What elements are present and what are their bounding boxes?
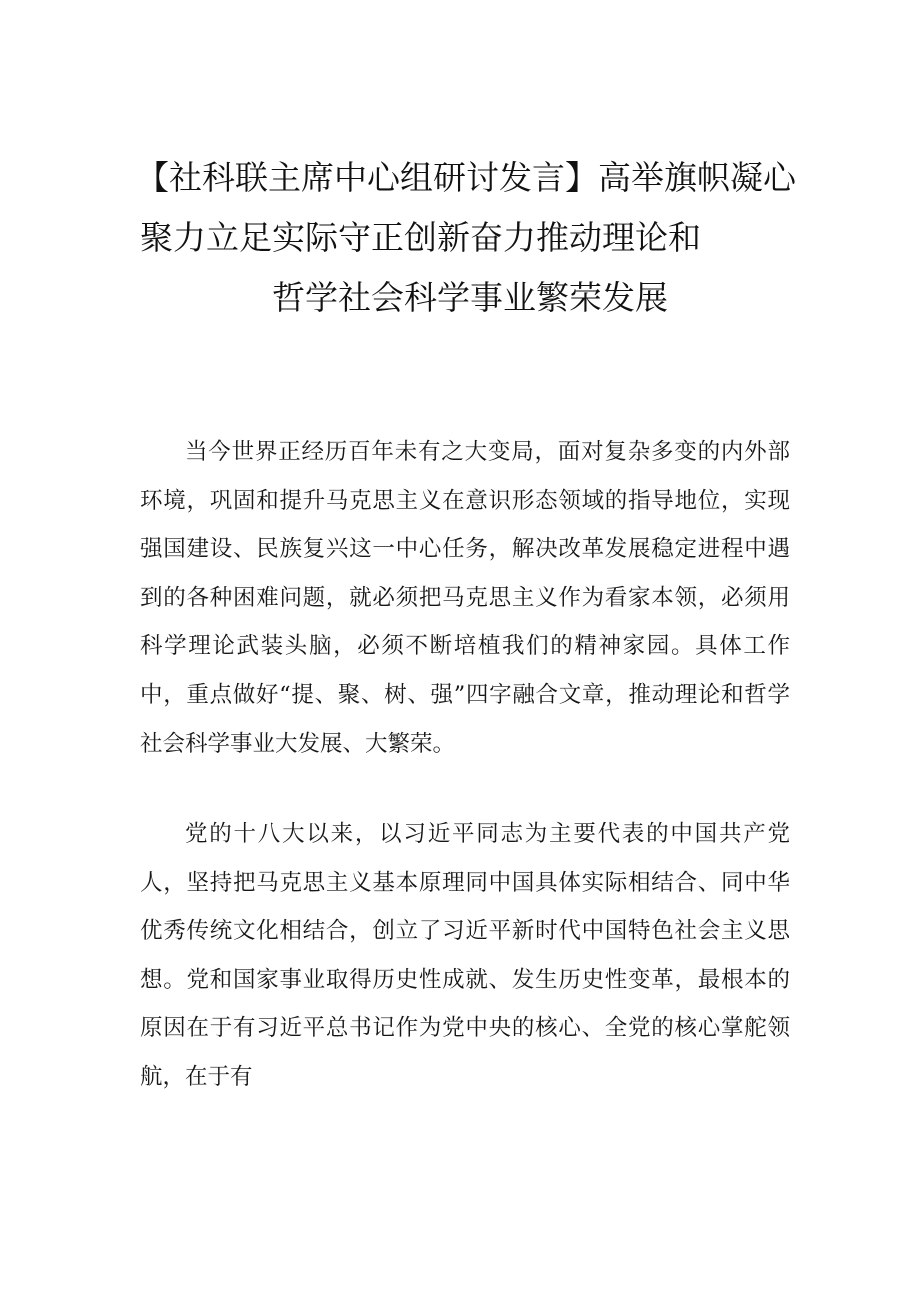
paragraph-1: 当今世界正经历百年未有之大变局，面对复杂多变的内外部环境，巩固和提升马克思主义在意识形态领域的指导地位，实现强国建设、民族复兴这一中心任务，解决改革发展稳定进程中遇到的各种困难问题，就必须把马克思主义作为看家本领，必须用科学理论武装头脑，必须不断培植我们的精神家园。具体工作中，重点做好“提、聚、树、强”四字融合文章，推动理论和哲学社会科学事业大发展、大繁荣。	[140, 439, 790, 757]
title-line-3: 哲学社会科学事业繁荣发展	[272, 278, 668, 317]
title-line-1: 【社科联主席中心组研讨发言】高举旗帜凝心	[136, 158, 796, 197]
document-title	[0, 148, 920, 328]
title-line-2: 聚力立足实际守正创新奋力推动理论和	[140, 218, 701, 257]
paragraph-2: 党的十八大以来，以习近平同志为主要代表的中国共产党人，坚持把马克思主义基本原理同中国具体实际相结合、同中华优秀传统文化相结合，创立了习近平新时代中国特色社会主义思想。党和国家事业取得历史性成就、发生历史性变革，最根本的原因在于有习近平总书记作为党中央的核心、全党的核心掌舵领航，在于有	[140, 821, 790, 1090]
